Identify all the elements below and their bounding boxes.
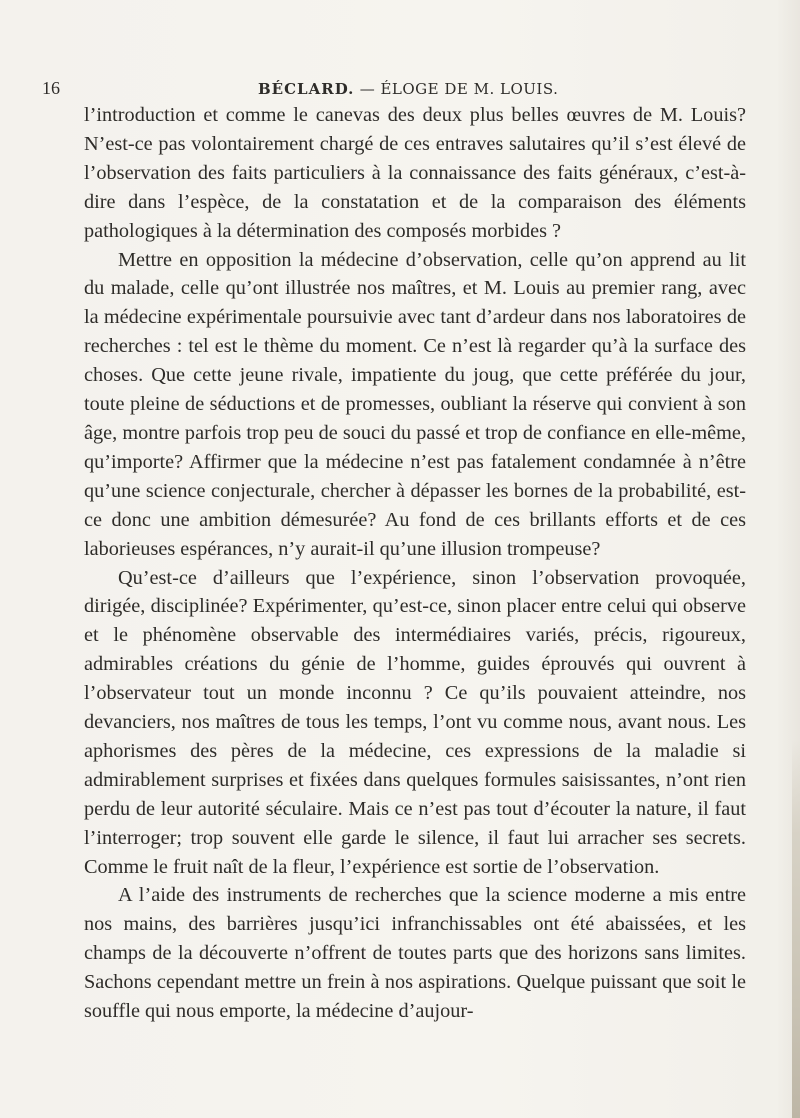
paragraph-what-is-experience: Qu’est-ce d’ailleurs que l’expérience, sinon l’observation provoquée, dirigée, disciplinée? Expérimenter, qu’est-ce, sinon placer entre celui qui observe et le phénomène observable des intermédiaires variés, précis, rigoureux, admirables créations du génie de l’homme, guides éprouvés qui ouvrent à l’observateur tout un monde inconnu ? Ce qu’ils pouvaient atteindre, nos devanciers, nos maîtres de tous les temps, l’ont vu comme nous, avant nous. Les aphorismes des pères de la médecine, ces expressions de la maladie si admirablement surprises et fixées dans quelques formules saisissantes, n’ont rien perdu de leur autorité séculaire. Mais ce n’est pas tout d’écouter la nature, il faut l’interroger; trop souvent elle garde le silence, il faut lui arracher ses secrets. Comme le fruit naît de la fleur, l’expérience est sortie de l’observation.: [84, 566, 746, 878]
paragraph-modern-instruments: A l’aide des instruments de recherches que la science moderne a mis entre nos mains, des barrières jusqu’ici infranchissables ont été abaissées, et les champs de la découverte n’offrent de toutes parts que des horizons sans limites. Sachons cependant mettre un frein à nos aspirations. Quelque puissant que soit le souffle qui nous emporte, la médecine d’aujour-: [84, 884, 746, 1023]
running-head-title: ÉLOGE DE M. LOUIS.: [380, 80, 559, 98]
page-header: [42, 78, 762, 102]
page-number: 16: [42, 78, 60, 98]
running-head-separator: —: [359, 80, 376, 98]
running-head-author: BÉCLARD.: [258, 80, 355, 98]
paragraph-observation-vs-experiment: Mettre en opposition la médecine d’observation, celle qu’on apprend au lit du malade, celle qu’ont illustrée nos maîtres, et M. Louis au premier rang, avec la médecine expérimentale poursuivie avec tant d’ardeur dans nos laboratoires de recherches : tel est le thème du moment. Ce n’est là regarder qu’à la surface des choses. Que cette jeune rivale, impatiente du joug, que cette préférée du jour, toute pleine de séductions et de promesses, oubliant la réserve qui convient à son âge, montre parfois trop peu de souci du passé et trop de confiance en elle-même, qu’importe? Affirmer que la médecine n’est pas fatalement condamnée à n’être qu’une science conjecturale, chercher à dépasser les bornes de la probabilité, est-ce donc une ambition démesurée? Au fond de ces brillants efforts et de ces laborieuses espérances, n’y aurait-il qu’une illusion trompeuse?: [84, 248, 746, 560]
running-head: [258, 80, 558, 98]
paragraph-continuation: l’introduction et comme le canevas des deux plus belles œuvres de M. Louis? N’est-ce pas volontairement chargé de ces entraves salutaires qu’il s’est élevé de l’observation des faits particuliers à la connaissance des faits généraux, c’est-à-dire dans l’espèce, de la constatation et de la comparaison des éléments pathologiques à la détermination des composés morbides ?: [84, 104, 746, 242]
page-edge-shadow: [792, 740, 800, 1118]
body-text: [84, 101, 746, 1026]
